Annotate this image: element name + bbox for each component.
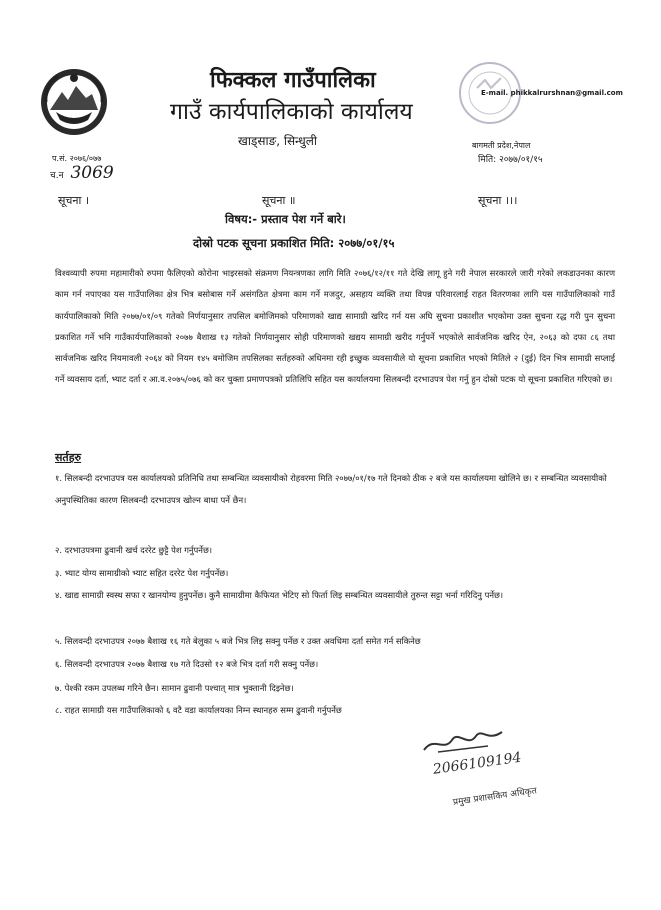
chalani-row xyxy=(50,163,114,183)
condition-item: ७. पेश्की रकम उपलब्ध गरिने छैन। सामान ढुवानी पश्चात् मात्र भुक्तानी दिइनेछ। xyxy=(55,683,294,693)
condition-item: ५. सिलवन्दी दरभाउपत्र २०७७ बैशाख १६ गते बेलुका ५ बजे भित्र लिइ सक्नु पर्नेछ र उक्त अवधिमा दर्ता समेत गर्न सकिनेछ xyxy=(55,636,421,646)
condition-item: २. दरभाउपत्रमा ढुवानी खर्च दररेट छुट्टै पेश गर्नुपर्नेछ। xyxy=(55,545,213,555)
condition-item: ८. राहत सामाग्री यस गाउँपालिकाको ६ वटै वडा कार्यालयका निम्न स्थानहरु सम्म ढुवानी गर्नुपर्नेछ xyxy=(55,705,342,715)
notice-label-1: सूचना । xyxy=(58,194,90,207)
notice-label-3: सूचना ।।। xyxy=(478,194,518,207)
org-name: फिक्कल गाउँपालिका xyxy=(210,68,376,93)
subject-line: विषय:- प्रस्ताव पेश गर्ने बारे। xyxy=(225,212,346,226)
condition-item: ४. खाद्य सामाग्री स्वस्थ सफा र खानयोग्य हुनुपर्नेछ। कुनै सामाग्रीमा कैफियत भेटिए सो फिर्ता लिइ सम्बन्धित व्यवसायीले तुरुन्त सट्टा भर्ना गरिदिनु पर्नेछ। xyxy=(55,590,504,600)
condition-item: १. सिलबन्दी दरभाउपत्र यस कार्यालयको प्रतिनिधि तथा सम्बन्धित व्यवसायीको रोहवरमा मिति २०७७/०१/१७ गते दिनको ठीक २ बजे यस कार्यालयमा खोलिने छ। र सम्बन्धित व्यवसायीको अनुपस्थितिका कारण सिलबन्दी दरभाउपत्र खोल्न बाधा पर्ने छैन। xyxy=(55,473,607,505)
notice-label-2: सूचना ॥ xyxy=(262,194,296,207)
chalani-label: च.न xyxy=(50,171,64,181)
office-address: खाड्साङ, सिन्धुली xyxy=(238,134,318,148)
condition-item: ६. सिलवन्दी दरभाउपत्र २०७७ बैशाख १७ गते दिउसो १२ बजे भित्र दर्ता गरी सक्नु पर्नेछ। xyxy=(55,659,319,669)
email-address: E-mail. phikkalrurshnan@gmail.com xyxy=(481,89,623,97)
office-name: गाउँ कार्यपालिकाको कार्यालय xyxy=(170,99,413,125)
province-label: बागमती प्रदेश,नेपाल xyxy=(472,141,531,150)
condition-item: ३. भ्याट योग्य सामाग्रीको भ्याट सहित दररेट पेश गर्नुपर्नेछ। xyxy=(55,568,229,578)
conditions-heading: सर्तहरु xyxy=(55,451,82,464)
chalani-number: 3069 xyxy=(70,163,114,183)
nepal-emblem-icon xyxy=(38,66,110,138)
signature-date: 2066109194 xyxy=(432,749,523,778)
fiscal-year: प.सं. २०७६/०७७ xyxy=(52,154,102,163)
letter-date: मिति: २०७७/०१/१५ xyxy=(478,155,543,165)
body-paragraph: विश्वव्यापी रुपमा महामारीको रुपमा फैलिएको कोरोना भाइरसको संक्रमण नियन्त्रणका लागि मिति २०७६/१२/११ गते देखि लागू हुने गरी नेपाल सरकारले जारी गरेको लकडाउनका कारण काम गर्न नपाएका यस गाउँपालिका क्षेत्र भित्र बसोबास गर्ने असंगठित क्षेत्रमा काम गर्ने मजदुर, असहाय व्यक्ति तथा विपन्न परिवारलाई राहत वितरणका लागि यस गाउँपालिकाको गाउँ कार्यपालिकाको मिति २०७७/०१/०९ गतेको निर्णयानुसार तपसिल बमोजिमको परिमाणको खाद्य सामाग्री खरिद गर्न यस अघि सुचना प्रकाशीत भएकोमा उक्त सुचना रद्ध गरी पुन सुचना प्रकाशित गर्ने भनि गाउँकार्यपालिकाको २०७७ बैशाख १३ गतेको निर्णयानुसार सोही परिमाणको खद्यय सामाग्री खरीद गर्नुपर्ने भएकोले सार्वजनिक खरिद ऐन, २०६३ को दफा ८६ तथा सार्वजनिक खरिद नियमावली २०६४ को नियम १४५ बमोजिम तपसिलका सर्तहरुको अधिनमा रही इच्छुक व्यवसायीले यो सूचना प्रकाशित भएको मितिले २ (दुई) दिन भित्र सामाग्री सप्लाई गर्ने व्यवसाय दर्ता, भ्याट दर्ता र आ.व.२०७५/०७६ को कर चुक्ता प्रमाणपत्रको प्रतिलिपि सहित यस कार्यालयमा सिलबन्दी दरभाउपत्र पेश गर्नु हुन दोस्रो पटक यो सूचना प्रकाशित गरिएको छ। xyxy=(55,268,615,385)
signatory-title: प्रमुख प्रशासकिय अधिकृत xyxy=(452,786,538,808)
publish-date-line: दोस्रो पटक सूचना प्रकाशित मिति: २०७७/०१/१५ xyxy=(193,236,395,250)
